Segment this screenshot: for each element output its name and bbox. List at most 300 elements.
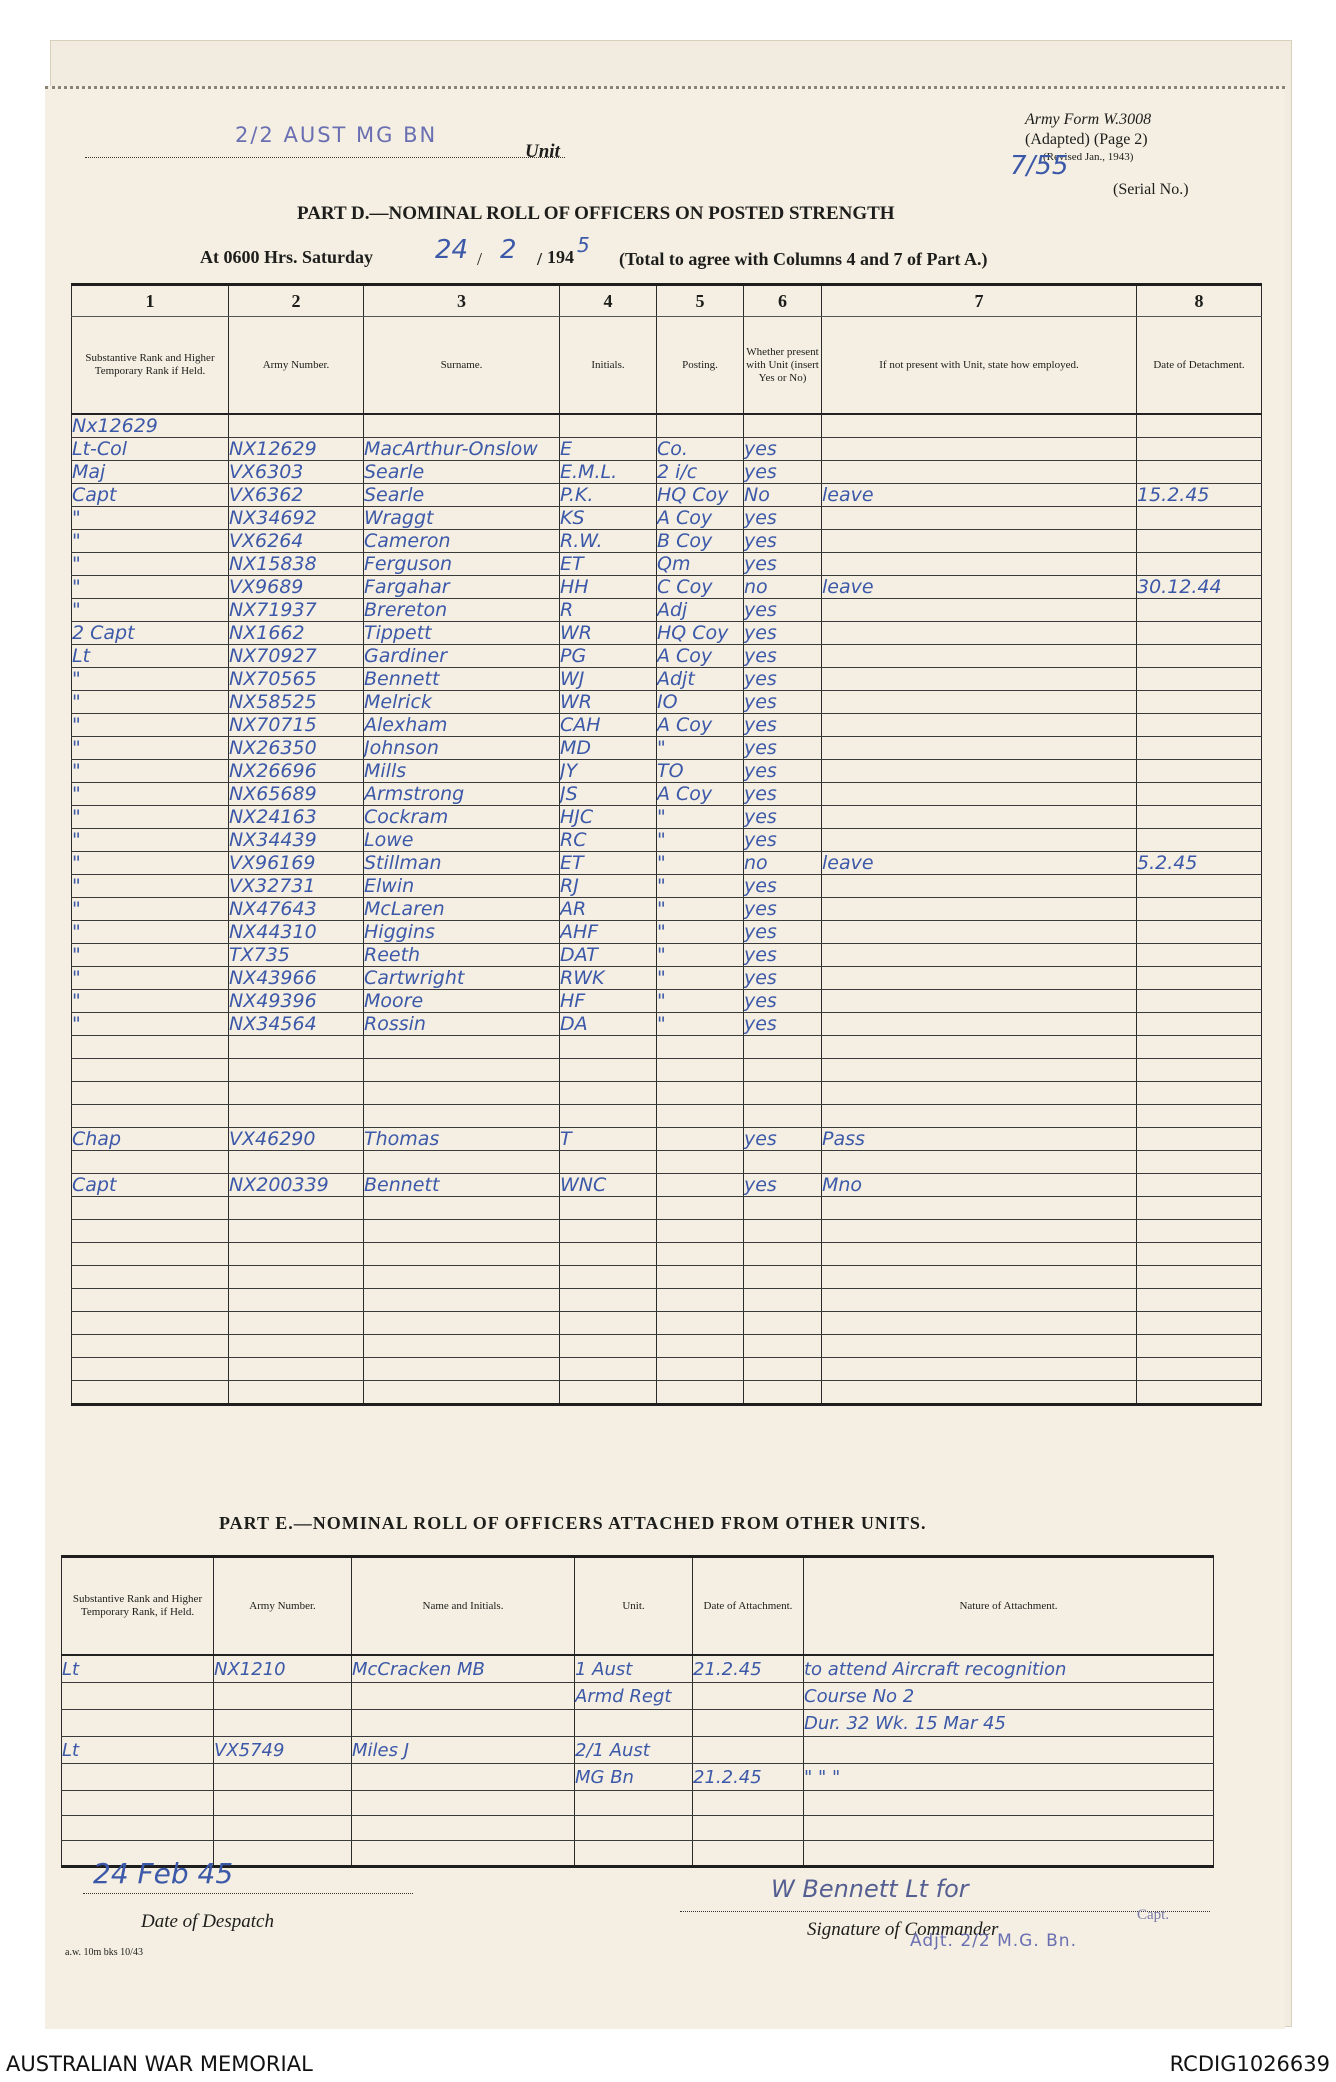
table-cell: [1137, 1128, 1262, 1151]
table-cell: ": [72, 783, 229, 806]
table-row: [72, 691, 1262, 714]
table-cell: MG Bn: [575, 1764, 693, 1791]
table-cell: [822, 1220, 1137, 1243]
table-cell: [364, 1266, 560, 1289]
column-header: Initials.: [560, 317, 657, 415]
table-cell: [1137, 622, 1262, 645]
empty-row: [72, 1381, 1262, 1405]
table-cell: [744, 1335, 822, 1358]
table-cell: [1137, 1289, 1262, 1312]
table-cell: [229, 1151, 364, 1174]
table-cell: VX6264: [229, 530, 364, 553]
table-cell: [229, 1289, 364, 1312]
table-cell: NX65689: [229, 783, 364, 806]
table-cell: [822, 1266, 1137, 1289]
table-cell: yes: [744, 990, 822, 1013]
table-cell: ET: [560, 553, 657, 576]
table-cell: 2/1 Aust: [575, 1737, 693, 1764]
table-cell: [575, 1710, 693, 1737]
table-cell: [1137, 1082, 1262, 1105]
table-cell: yes: [744, 461, 822, 484]
table-cell: Lt: [62, 1737, 214, 1764]
table-row: [72, 553, 1262, 576]
column-number: 2: [229, 285, 364, 317]
table-cell: [822, 553, 1137, 576]
table-cell: yes: [744, 898, 822, 921]
table-row: [72, 944, 1262, 967]
table-cell: [72, 1105, 229, 1128]
table-row: [72, 414, 1262, 438]
table-cell: [822, 714, 1137, 737]
table-cell: ": [72, 760, 229, 783]
table-cell: NX70927: [229, 645, 364, 668]
date-sep-2: /: [537, 249, 543, 269]
part-e-table: [61, 1555, 1214, 1868]
table-row: [72, 599, 1262, 622]
table-cell: ": [72, 875, 229, 898]
table-row: [72, 1013, 1262, 1036]
table-cell: [72, 1289, 229, 1312]
table-cell: [1137, 507, 1262, 530]
table-cell: [822, 829, 1137, 852]
table-cell: JS: [560, 783, 657, 806]
column-header: Surname.: [364, 317, 560, 415]
table-cell: [804, 1841, 1214, 1867]
table-cell: NX24163: [229, 806, 364, 829]
table-row: [72, 507, 1262, 530]
table-cell: TO: [657, 760, 744, 783]
table-cell: ": [72, 852, 229, 875]
table-cell: ": [72, 714, 229, 737]
table-cell: [364, 1243, 560, 1266]
table-cell: [364, 1220, 560, 1243]
table-cell: [560, 1358, 657, 1381]
table-cell: [744, 1220, 822, 1243]
table-row: [72, 484, 1262, 507]
table-cell: [575, 1816, 693, 1841]
empty-row: [72, 1358, 1262, 1381]
column-header-row: [62, 1557, 1214, 1656]
table-cell: [822, 944, 1137, 967]
table-cell: Lt: [72, 645, 229, 668]
table-row: [62, 1683, 1214, 1710]
table-cell: [560, 1220, 657, 1243]
table-row: [72, 1128, 1262, 1151]
table-cell: [804, 1737, 1214, 1764]
table-row: [72, 921, 1262, 944]
table-cell: [822, 1358, 1137, 1381]
empty-row: [62, 1791, 1214, 1816]
table-cell: ": [72, 553, 229, 576]
table-cell: VX32731: [229, 875, 364, 898]
table-cell: Lt-Col: [72, 438, 229, 461]
table-cell: [364, 1381, 560, 1405]
table-row: [72, 714, 1262, 737]
table-cell: DAT: [560, 944, 657, 967]
signature-label: Signature of Commander: [807, 1919, 999, 1940]
table-cell: [560, 1243, 657, 1266]
table-cell: NX70715: [229, 714, 364, 737]
table-cell: [364, 1335, 560, 1358]
table-cell: ": [657, 737, 744, 760]
table-cell: [214, 1816, 352, 1841]
table-cell: [364, 1289, 560, 1312]
table-cell: [657, 1036, 744, 1059]
table-cell: [657, 1151, 744, 1174]
table-row: [72, 576, 1262, 599]
column-header: Army Number.: [229, 317, 364, 415]
table-cell: [1137, 691, 1262, 714]
archive-name: AUSTRALIAN WAR MEMORIAL: [6, 2052, 313, 2076]
table-cell: [560, 1381, 657, 1405]
empty-row: [72, 1220, 1262, 1243]
table-cell: yes: [744, 1128, 822, 1151]
table-row: [72, 530, 1262, 553]
table-cell: [657, 1105, 744, 1128]
table-cell: Cartwright: [364, 967, 560, 990]
table-cell: [72, 1266, 229, 1289]
table-cell: yes: [744, 1174, 822, 1197]
table-cell: [1137, 1358, 1262, 1381]
table-cell: [1137, 1243, 1262, 1266]
table-row: [72, 1105, 1262, 1128]
table-cell: No: [744, 484, 822, 507]
table-cell: yes: [744, 691, 822, 714]
table-cell: [72, 1381, 229, 1405]
table-row: [72, 622, 1262, 645]
table-cell: [1137, 1036, 1262, 1059]
table-cell: Pass: [822, 1128, 1137, 1151]
table-cell: ": [72, 507, 229, 530]
table-cell: [657, 1197, 744, 1220]
table-cell: Ferguson: [364, 553, 560, 576]
table-cell: KS: [560, 507, 657, 530]
table-cell: R.W.: [560, 530, 657, 553]
table-cell: [72, 1082, 229, 1105]
empty-row: [72, 1312, 1262, 1335]
table-cell: [364, 1059, 560, 1082]
table-cell: [62, 1710, 214, 1737]
table-cell: HQ Coy: [657, 484, 744, 507]
table-cell: [657, 1243, 744, 1266]
table-cell: [693, 1816, 804, 1841]
table-cell: ": [657, 1013, 744, 1036]
table-cell: yes: [744, 599, 822, 622]
table-cell: [744, 1289, 822, 1312]
column-number: 6: [744, 285, 822, 317]
table-cell: NX34564: [229, 1013, 364, 1036]
table-cell: [822, 1381, 1137, 1405]
table-row: [72, 829, 1262, 852]
table-cell: Chap: [72, 1128, 229, 1151]
table-cell: [560, 1105, 657, 1128]
table-cell: yes: [744, 668, 822, 691]
table-cell: NX34439: [229, 829, 364, 852]
table-cell: [822, 1105, 1137, 1128]
table-cell: yes: [744, 783, 822, 806]
table-cell: McCracken MB: [352, 1655, 575, 1683]
table-cell: P.K.: [560, 484, 657, 507]
table-cell: [62, 1764, 214, 1791]
table-cell: [1137, 461, 1262, 484]
table-row: [72, 806, 1262, 829]
table-cell: HF: [560, 990, 657, 1013]
table-cell: Brereton: [364, 599, 560, 622]
signature-line: [680, 1911, 1210, 1912]
table-cell: [657, 1289, 744, 1312]
table-cell: [352, 1764, 575, 1791]
table-cell: [214, 1841, 352, 1867]
empty-row: [62, 1841, 1214, 1867]
table-cell: Co.: [657, 438, 744, 461]
table-cell: RC: [560, 829, 657, 852]
table-cell: [744, 1243, 822, 1266]
empty-row: [72, 1335, 1262, 1358]
table-cell: NX43966: [229, 967, 364, 990]
table-cell: [822, 622, 1137, 645]
table-cell: yes: [744, 553, 822, 576]
table-cell: [1137, 1105, 1262, 1128]
table-cell: yes: [744, 967, 822, 990]
table-cell: [229, 1036, 364, 1059]
table-cell: Stillman: [364, 852, 560, 875]
empty-row: [72, 1197, 1262, 1220]
table-cell: [744, 1036, 822, 1059]
table-cell: Adj: [657, 599, 744, 622]
table-cell: ": [657, 921, 744, 944]
table-cell: 30.12.44: [1137, 576, 1262, 599]
table-cell: 1 Aust: [575, 1655, 693, 1683]
table-cell: [1137, 1059, 1262, 1082]
table-cell: [1137, 1312, 1262, 1335]
table-cell: [744, 1197, 822, 1220]
table-cell: Dur. 32 Wk. 15 Mar 45: [804, 1710, 1214, 1737]
table-cell: [1137, 783, 1262, 806]
table-cell: NX26696: [229, 760, 364, 783]
table-cell: Searle: [364, 461, 560, 484]
table-cell: yes: [744, 530, 822, 553]
table-cell: [1137, 921, 1262, 944]
table-cell: [352, 1683, 575, 1710]
table-cell: ": [72, 829, 229, 852]
table-cell: [352, 1816, 575, 1841]
table-cell: [72, 1197, 229, 1220]
table-cell: [822, 737, 1137, 760]
table-cell: ": [72, 921, 229, 944]
table-cell: [693, 1710, 804, 1737]
table-cell: [560, 1197, 657, 1220]
table-cell: [229, 414, 364, 438]
pre-note: Nx12629: [72, 414, 229, 438]
table-cell: Thomas: [364, 1128, 560, 1151]
table-cell: WNC: [560, 1174, 657, 1197]
table-cell: [229, 1197, 364, 1220]
table-cell: [560, 1289, 657, 1312]
table-cell: [822, 1335, 1137, 1358]
table-cell: HH: [560, 576, 657, 599]
table-cell: [214, 1683, 352, 1710]
table-cell: 21.2.45: [693, 1764, 804, 1791]
table-cell: yes: [744, 714, 822, 737]
table-cell: [229, 1266, 364, 1289]
capt-label: Capt.: [1137, 1907, 1170, 1923]
total-note: (Total to agree with Columns 4 and 7 of Part A.): [619, 249, 988, 269]
table-cell: [560, 1335, 657, 1358]
table-cell: yes: [744, 645, 822, 668]
table-cell: [229, 1082, 364, 1105]
table-cell: Bennett: [364, 668, 560, 691]
table-cell: [822, 1289, 1137, 1312]
table-cell: [657, 414, 744, 438]
column-number: 3: [364, 285, 560, 317]
table-cell: Cameron: [364, 530, 560, 553]
table-cell: Gardiner: [364, 645, 560, 668]
table-cell: Alexham: [364, 714, 560, 737]
table-cell: [693, 1737, 804, 1764]
table-cell: [1137, 898, 1262, 921]
table-cell: VX6303: [229, 461, 364, 484]
table-cell: Capt: [72, 484, 229, 507]
table-cell: [1137, 414, 1262, 438]
table-cell: Wraggt: [364, 507, 560, 530]
table-cell: Tippett: [364, 622, 560, 645]
table-row: [62, 1737, 1214, 1764]
table-cell: Mno: [822, 1174, 1137, 1197]
column-header: Whether present with Unit (insert Yes or No): [744, 317, 822, 415]
table-cell: C Coy: [657, 576, 744, 599]
table-cell: [744, 1358, 822, 1381]
table-cell: [214, 1791, 352, 1816]
table-cell: ": [72, 967, 229, 990]
table-cell: [657, 1266, 744, 1289]
table-row: [62, 1655, 1214, 1683]
table-cell: Capt: [72, 1174, 229, 1197]
table-cell: JY: [560, 760, 657, 783]
table-cell: NX200339: [229, 1174, 364, 1197]
column-header: Unit.: [575, 1557, 693, 1656]
column-header: Posting.: [657, 317, 744, 415]
table-cell: ": [72, 737, 229, 760]
table-cell: Armd Regt: [575, 1683, 693, 1710]
table-cell: NX70565: [229, 668, 364, 691]
despatch-label: Date of Despatch: [141, 1911, 274, 1932]
table-row: [72, 1036, 1262, 1059]
table-cell: [1137, 645, 1262, 668]
table-cell: NX44310: [229, 921, 364, 944]
table-cell: [822, 645, 1137, 668]
table-row: [72, 852, 1262, 875]
table-cell: [1137, 599, 1262, 622]
table-row: [72, 898, 1262, 921]
table-cell: Johnson: [364, 737, 560, 760]
table-cell: Lowe: [364, 829, 560, 852]
table-cell: [62, 1816, 214, 1841]
table-cell: A Coy: [657, 783, 744, 806]
column-header: Substantive Rank and Higher Temporary Rank, if Held.: [62, 1557, 214, 1656]
table-cell: [804, 1791, 1214, 1816]
column-header: Date of Attachment.: [693, 1557, 804, 1656]
table-cell: yes: [744, 760, 822, 783]
table-cell: [1137, 1266, 1262, 1289]
table-cell: A Coy: [657, 507, 744, 530]
table-cell: [364, 1105, 560, 1128]
table-row: [72, 461, 1262, 484]
table-cell: [744, 1059, 822, 1082]
column-number: 7: [822, 285, 1137, 317]
table-row: [72, 875, 1262, 898]
table-cell: [560, 1036, 657, 1059]
table-cell: CAH: [560, 714, 657, 737]
table-cell: [229, 1381, 364, 1405]
table-cell: [229, 1243, 364, 1266]
table-cell: [1137, 737, 1262, 760]
table-cell: E: [560, 438, 657, 461]
table-cell: [1137, 806, 1262, 829]
table-cell: [229, 1335, 364, 1358]
table-cell: [364, 1151, 560, 1174]
table-cell: [822, 783, 1137, 806]
table-cell: yes: [744, 921, 822, 944]
table-cell: [822, 1036, 1137, 1059]
table-cell: [744, 414, 822, 438]
table-cell: VX6362: [229, 484, 364, 507]
table-row: [72, 990, 1262, 1013]
table-cell: [72, 1036, 229, 1059]
table-cell: [822, 1197, 1137, 1220]
table-cell: ": [657, 875, 744, 898]
table-cell: [72, 1151, 229, 1174]
table-cell: WJ: [560, 668, 657, 691]
table-cell: [1137, 553, 1262, 576]
table-cell: NX15838: [229, 553, 364, 576]
table-cell: ": [657, 990, 744, 1013]
table-row: [72, 645, 1262, 668]
table-cell: yes: [744, 829, 822, 852]
date-day: 24: [435, 235, 469, 265]
table-cell: [575, 1791, 693, 1816]
date-year-hand: 5: [577, 233, 590, 257]
table-cell: Course No 2: [804, 1683, 1214, 1710]
table-cell: VX46290: [229, 1128, 364, 1151]
table-cell: [744, 1381, 822, 1405]
table-cell: [822, 1312, 1137, 1335]
unit-line: [85, 157, 565, 158]
table-cell: Searle: [364, 484, 560, 507]
table-cell: [364, 1036, 560, 1059]
table-cell: ": [72, 668, 229, 691]
table-cell: [560, 1082, 657, 1105]
table-cell: [1137, 714, 1262, 737]
table-cell: [822, 1059, 1137, 1082]
table-cell: TX735: [229, 944, 364, 967]
table-cell: RWK: [560, 967, 657, 990]
column-number: 5: [657, 285, 744, 317]
part-d-title: PART D.—NOMINAL ROLL OF OFFICERS ON POSTED STRENGTH: [297, 203, 895, 224]
unit-stamp: 2/2 AUST MG BN: [235, 123, 438, 147]
table-cell: [1137, 1013, 1262, 1036]
table-cell: Melrick: [364, 691, 560, 714]
table-cell: [822, 1013, 1137, 1036]
table-cell: [693, 1683, 804, 1710]
table-cell: [364, 1358, 560, 1381]
table-cell: [364, 1197, 560, 1220]
table-cell: [822, 668, 1137, 691]
table-cell: [822, 1082, 1137, 1105]
table-cell: 5.2.45: [1137, 852, 1262, 875]
column-header: Nature of Attachment.: [804, 1557, 1214, 1656]
table-cell: [1137, 944, 1262, 967]
table-cell: T: [560, 1128, 657, 1151]
